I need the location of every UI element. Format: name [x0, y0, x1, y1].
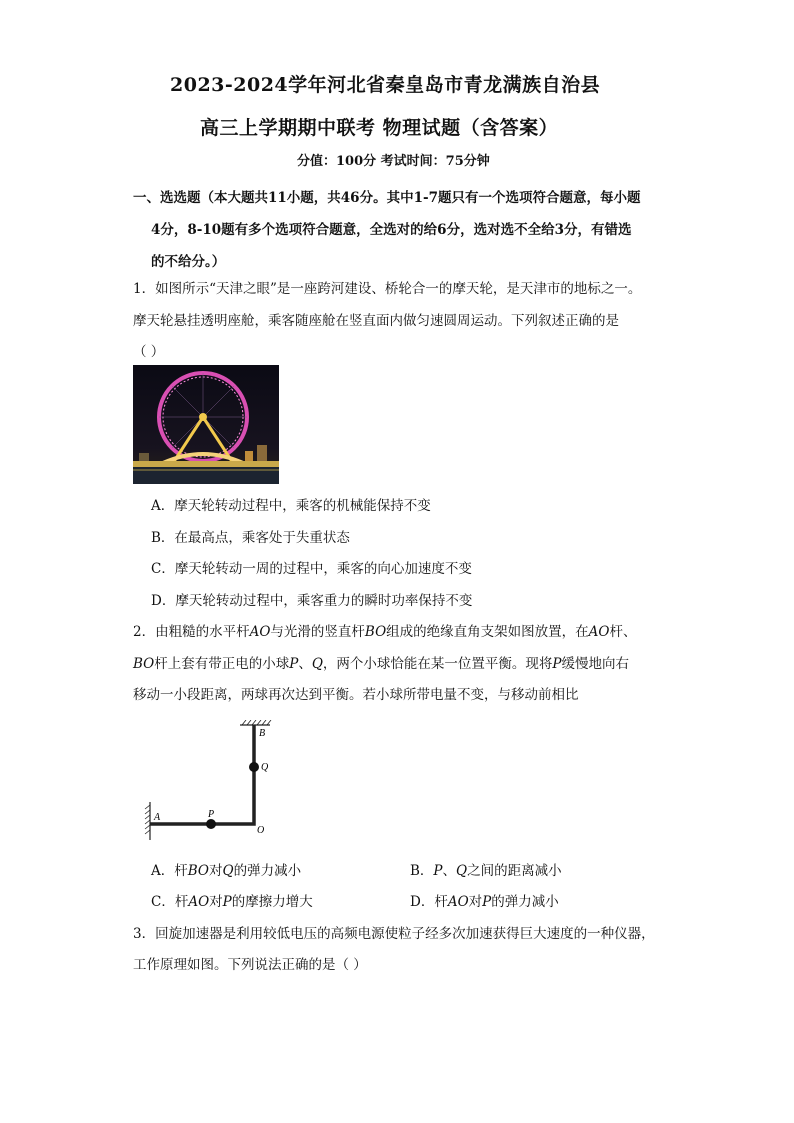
ball-p: [206, 819, 216, 829]
q2-option-a: A．杆BO对Q的弹力减小: [151, 863, 302, 879]
page-title-line1: 2023-2024学年河北省秦皇岛市青龙满族自治县: [170, 74, 601, 96]
q2-stem-line2: BO杆上套有带正电的小球P、Q，两个小球恰能在某一位置平衡。现将P缓慢地向右: [133, 656, 630, 672]
label-q: Q: [261, 762, 269, 773]
score-info: 分值：100分 考试时间：75分钟: [297, 154, 490, 169]
section-instructions-line3: 的不给分。）: [151, 254, 226, 270]
ferris-wheel-photo: [133, 365, 279, 484]
ball-q: [249, 762, 259, 772]
q3-stem-line1: 3．回旋加速器是利用较低电压的高频电源使粒子经多次加速获得巨大速度的一种仪器，: [133, 926, 655, 942]
q2-stem-line3: 移动一小段距离，两球再次达到平衡。若小球所带电量不变，与移动前相比: [133, 687, 579, 703]
q2-stem-line1: 2．由粗糙的水平杆AO与光滑的竖直杆BO组成的绝缘直角支架如图放置，在AO杆、: [133, 624, 637, 640]
q2-option-b: B．P、Q之间的距离减小: [410, 863, 562, 879]
q2-option-c: C．杆AO对P的摩擦力增大: [151, 894, 313, 910]
ferris-wheel-image: [133, 365, 279, 484]
section-instructions-line1: 一、选选题（本大题共11小题，共46分。其中1-7题只有一个选项符合题意，每小题: [133, 190, 641, 206]
rod-support-diagram: [140, 720, 280, 840]
page-title-line2: 高三上学期期中联考 物理试题（含答案）: [200, 117, 559, 139]
q1-stem-line2: 摩天轮悬挂透明座舱，乘客随座舱在竖直面内做匀速圆周运动。下列叙述正确的是: [133, 313, 619, 329]
label-p: P: [208, 809, 215, 820]
q2-option-d: D．杆AO对P的弹力减小: [410, 894, 559, 910]
q1-option-c: C．摩天轮转动一周的过程中，乘客的向心加速度不变: [151, 561, 472, 577]
q1-answer-bracket: （ ）: [133, 344, 165, 360]
label-b: B: [259, 728, 266, 739]
q1-option-b: B．在最高点，乘客处于失重状态: [151, 530, 350, 546]
q1-option-d: D．摩天轮转动过程中，乘客重力的瞬时功率保持不变: [151, 593, 473, 609]
q3-stem-line2: 工作原理如图。下列说法正确的是（ ）: [133, 957, 367, 973]
label-o: O: [257, 825, 265, 836]
q1-option-a: A．摩天轮转动过程中，乘客的机械能保持不变: [151, 498, 431, 514]
q1-stem-line1: 1．如图所示“天津之眼”是一座跨河建设、桥轮合一的摩天轮，是天津市的地标之一。: [133, 281, 642, 297]
label-a: A: [154, 812, 161, 823]
section-instructions-line2: 4分，8-10题有多个选项符合题意，全选对的给6分，选对选不全给3分，有错选: [151, 222, 632, 238]
